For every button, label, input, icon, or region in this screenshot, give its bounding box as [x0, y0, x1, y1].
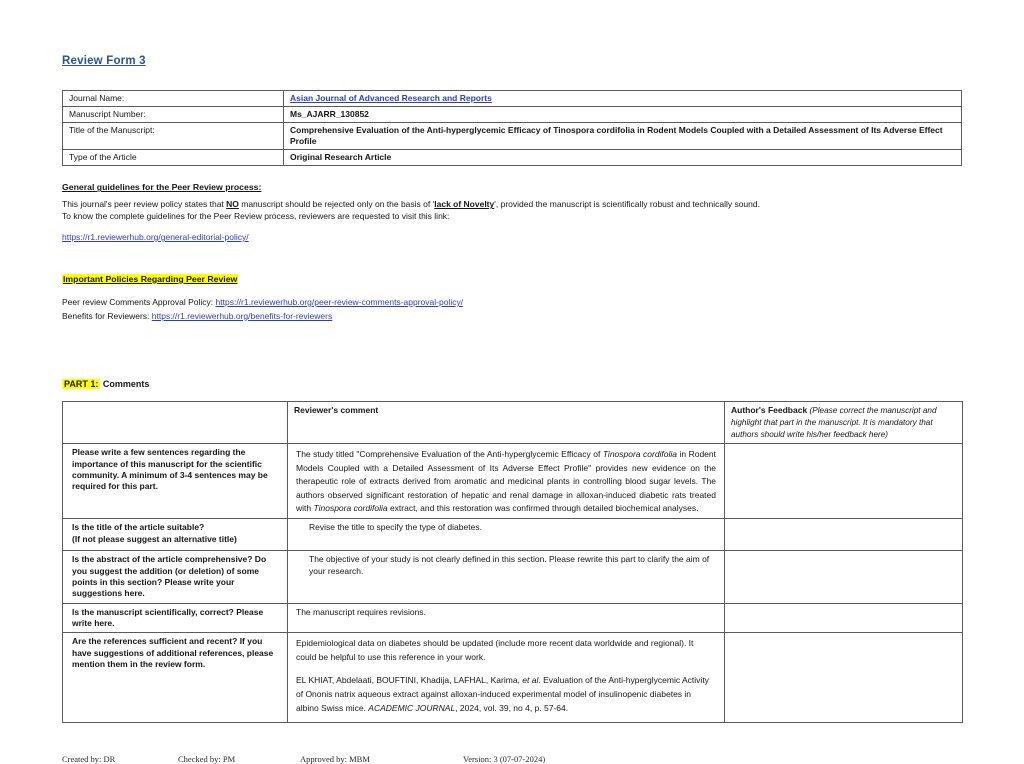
feedback-cell-title[interactable] — [725, 519, 963, 551]
table-row-scientific — [63, 603, 963, 633]
editorial-policy-link[interactable]: https://r1.reviewerhub.org/general-editorial-policy/ — [62, 232, 249, 243]
author-feedback-note: (Please correct the manuscript and highlight that part in the manuscript. It is mandatory that authors should write his/her feedback here) — [731, 406, 937, 439]
manuscript-title-row — [63, 123, 962, 150]
table-row-title-suitable — [63, 519, 963, 551]
citation-text: EL KHIAT, Abdelaati, BOUFTINI, Khadija, LAFHAL, Karima, — [296, 675, 523, 686]
manuscript-title-value: Comprehensive Evaluation of the Anti-hyperglycemic Efficacy of Tinospora cordifolia in Rodent Models Coupled with a Detailed Assessment of Its Adverse Effect Profile — [284, 123, 962, 150]
author-feedback-title: Author's Feedback — [731, 405, 810, 416]
approval-policy-link[interactable]: https://r1.reviewerhub.org/peer-review-comments-approval-policy/ — [215, 296, 464, 307]
guidelines-text-2: manuscript should be rejected only on the basis of ' — [238, 199, 435, 210]
question-references: Are the references sufficient and recent? If you have suggestions of additional references, please mention them in the review form. — [63, 633, 288, 723]
comment-text: The study titled "Comprehensive Evaluation of the Anti-hyperglycemic Efficacy of — [296, 449, 603, 460]
question-text: Is the title of the article suitable? — [72, 522, 205, 533]
manuscript-title-label: Title of the Manuscript: — [63, 123, 284, 150]
guidelines-text-1: This journal's peer review policy states that — [62, 199, 227, 210]
article-type-label: Type of the Article — [63, 150, 284, 166]
manuscript-info-table — [62, 90, 962, 166]
comment-title-suitable: Revise the title to specify the type of diabetes. — [288, 519, 725, 551]
comment-abstract: The objective of your study is not clearly defined in this section. Please rewrite this part to clarify the aim of your research. — [288, 551, 725, 603]
feedback-cell-references[interactable] — [725, 633, 963, 723]
journal-name-row — [63, 91, 962, 107]
table-row-references — [63, 633, 963, 723]
table-row-importance — [63, 444, 963, 519]
part1-label: Comments — [100, 379, 150, 390]
benefits-link[interactable]: https://r1.reviewerhub.org/benefits-for-reviewers — [151, 310, 333, 321]
references-advice: Epidemiological data on diabetes should be updated (include more recent data worldwide and regional). It could be helpful to use this reference in your work. — [296, 638, 694, 663]
article-type-row — [63, 150, 962, 166]
page-title: Review Form 3 — [62, 55, 146, 67]
question-title-suitable — [63, 519, 288, 551]
feedback-cell-abstract[interactable] — [725, 551, 963, 603]
benefits-line — [62, 310, 962, 323]
journal-name-label: Journal Name: — [63, 91, 284, 107]
journal-name-link[interactable]: Asian Journal of Advanced Research and Reports — [290, 93, 492, 103]
article-type-value: Original Research Article — [284, 150, 962, 166]
part1-badge: PART 1: — [64, 379, 99, 390]
reference-citation — [296, 673, 716, 715]
approval-policy-line — [62, 296, 962, 309]
citation-text: , 2024, vol. 39, no 4, p. 57-64. — [455, 703, 569, 714]
footer-approved-by: Approved by: MBM — [300, 754, 370, 764]
comments-table — [62, 401, 963, 723]
comments-header-row — [63, 402, 963, 444]
feedback-cell-importance[interactable] — [725, 444, 963, 519]
manuscript-number-label: Manuscript Number: — [63, 107, 284, 123]
manuscript-number-value: Ms_AJARR_130852 — [284, 107, 962, 123]
header-reviewer-comment: Reviewer's comment — [288, 402, 725, 444]
footer-created-by: Created by: DR — [62, 754, 116, 764]
question-text: (If not please suggest an alternative title) — [72, 533, 237, 544]
comment-scientific: The manuscript requires revisions. — [288, 603, 725, 633]
comment-text: in Rodent Models Coupled with a Detailed Assessment of Its Adverse Effect Profile" provides new evidence on the therapeutic role of extracts derived from aromatic and medicinal plants in controlling blood sugar levels. The authors observed significant restoration of hepatic and renal damage in alloxan-induced diabetic rats treated with — [296, 449, 716, 514]
manuscript-number-row — [63, 107, 962, 123]
guidelines-novelty-emphasis: lack of Novelty — [434, 199, 495, 210]
header-author-feedback — [725, 402, 963, 444]
guidelines-text-3: ', provided the manuscript is scientifically robust and technically sound. — [494, 199, 760, 210]
header-question-cell — [63, 402, 288, 444]
feedback-cell-scientific[interactable] — [725, 603, 963, 633]
footer-checked-by: Checked by: PM — [178, 754, 236, 764]
question-importance: Please write a few sentences regarding the importance of this manuscript for the scientific community. A minimum of 3-4 sentences may be required for this part. — [63, 444, 288, 519]
guidelines-heading: General guidelines for the Peer Review process: — [62, 182, 262, 193]
question-abstract: Is the abstract of the article comprehensive? Do you suggest the addition (or deletion) of some points in this section? Please write your suggestions here. — [63, 551, 288, 603]
approval-policy-label: Peer review Comments Approval Policy: — [62, 296, 216, 307]
species-name-italic: Tinospora cordifolia — [602, 449, 678, 460]
guidelines-text-4: To know the complete guidelines for the Peer Review process, reviewers are requested to visit this link: — [62, 211, 450, 222]
part1-heading — [62, 379, 962, 389]
footer-version: Version: 3 (07-07-2024) — [463, 754, 546, 764]
guidelines-paragraph — [62, 199, 962, 223]
journal-name-italic: ACADEMIC JOURNAL — [368, 703, 456, 714]
document-footer — [62, 754, 962, 764]
comment-importance — [288, 444, 725, 519]
comment-text: extract, and this restoration was confirmed through detailed biochemical analyses. — [387, 503, 699, 514]
comment-references — [288, 633, 725, 723]
table-row-abstract — [63, 551, 963, 603]
policies-heading: Important Policies Regarding Peer Review — [63, 273, 238, 284]
benefits-label: Benefits for Reviewers: — [62, 310, 152, 321]
citation-text: . Evaluation of the Anti-hyperglycemic Activity of Ononis natrix aqueous extract against alloxan-induced experimental model of insulinopenic diabetes in albino Swiss mice. — [296, 675, 709, 714]
guidelines-no-emphasis: NO — [226, 199, 239, 210]
species-name-italic: Tinospora cordifolia — [313, 503, 388, 514]
question-scientific: Is the manuscript scientifically, correct? Please write here. — [63, 603, 288, 633]
et-al-italic: et al — [522, 675, 539, 686]
